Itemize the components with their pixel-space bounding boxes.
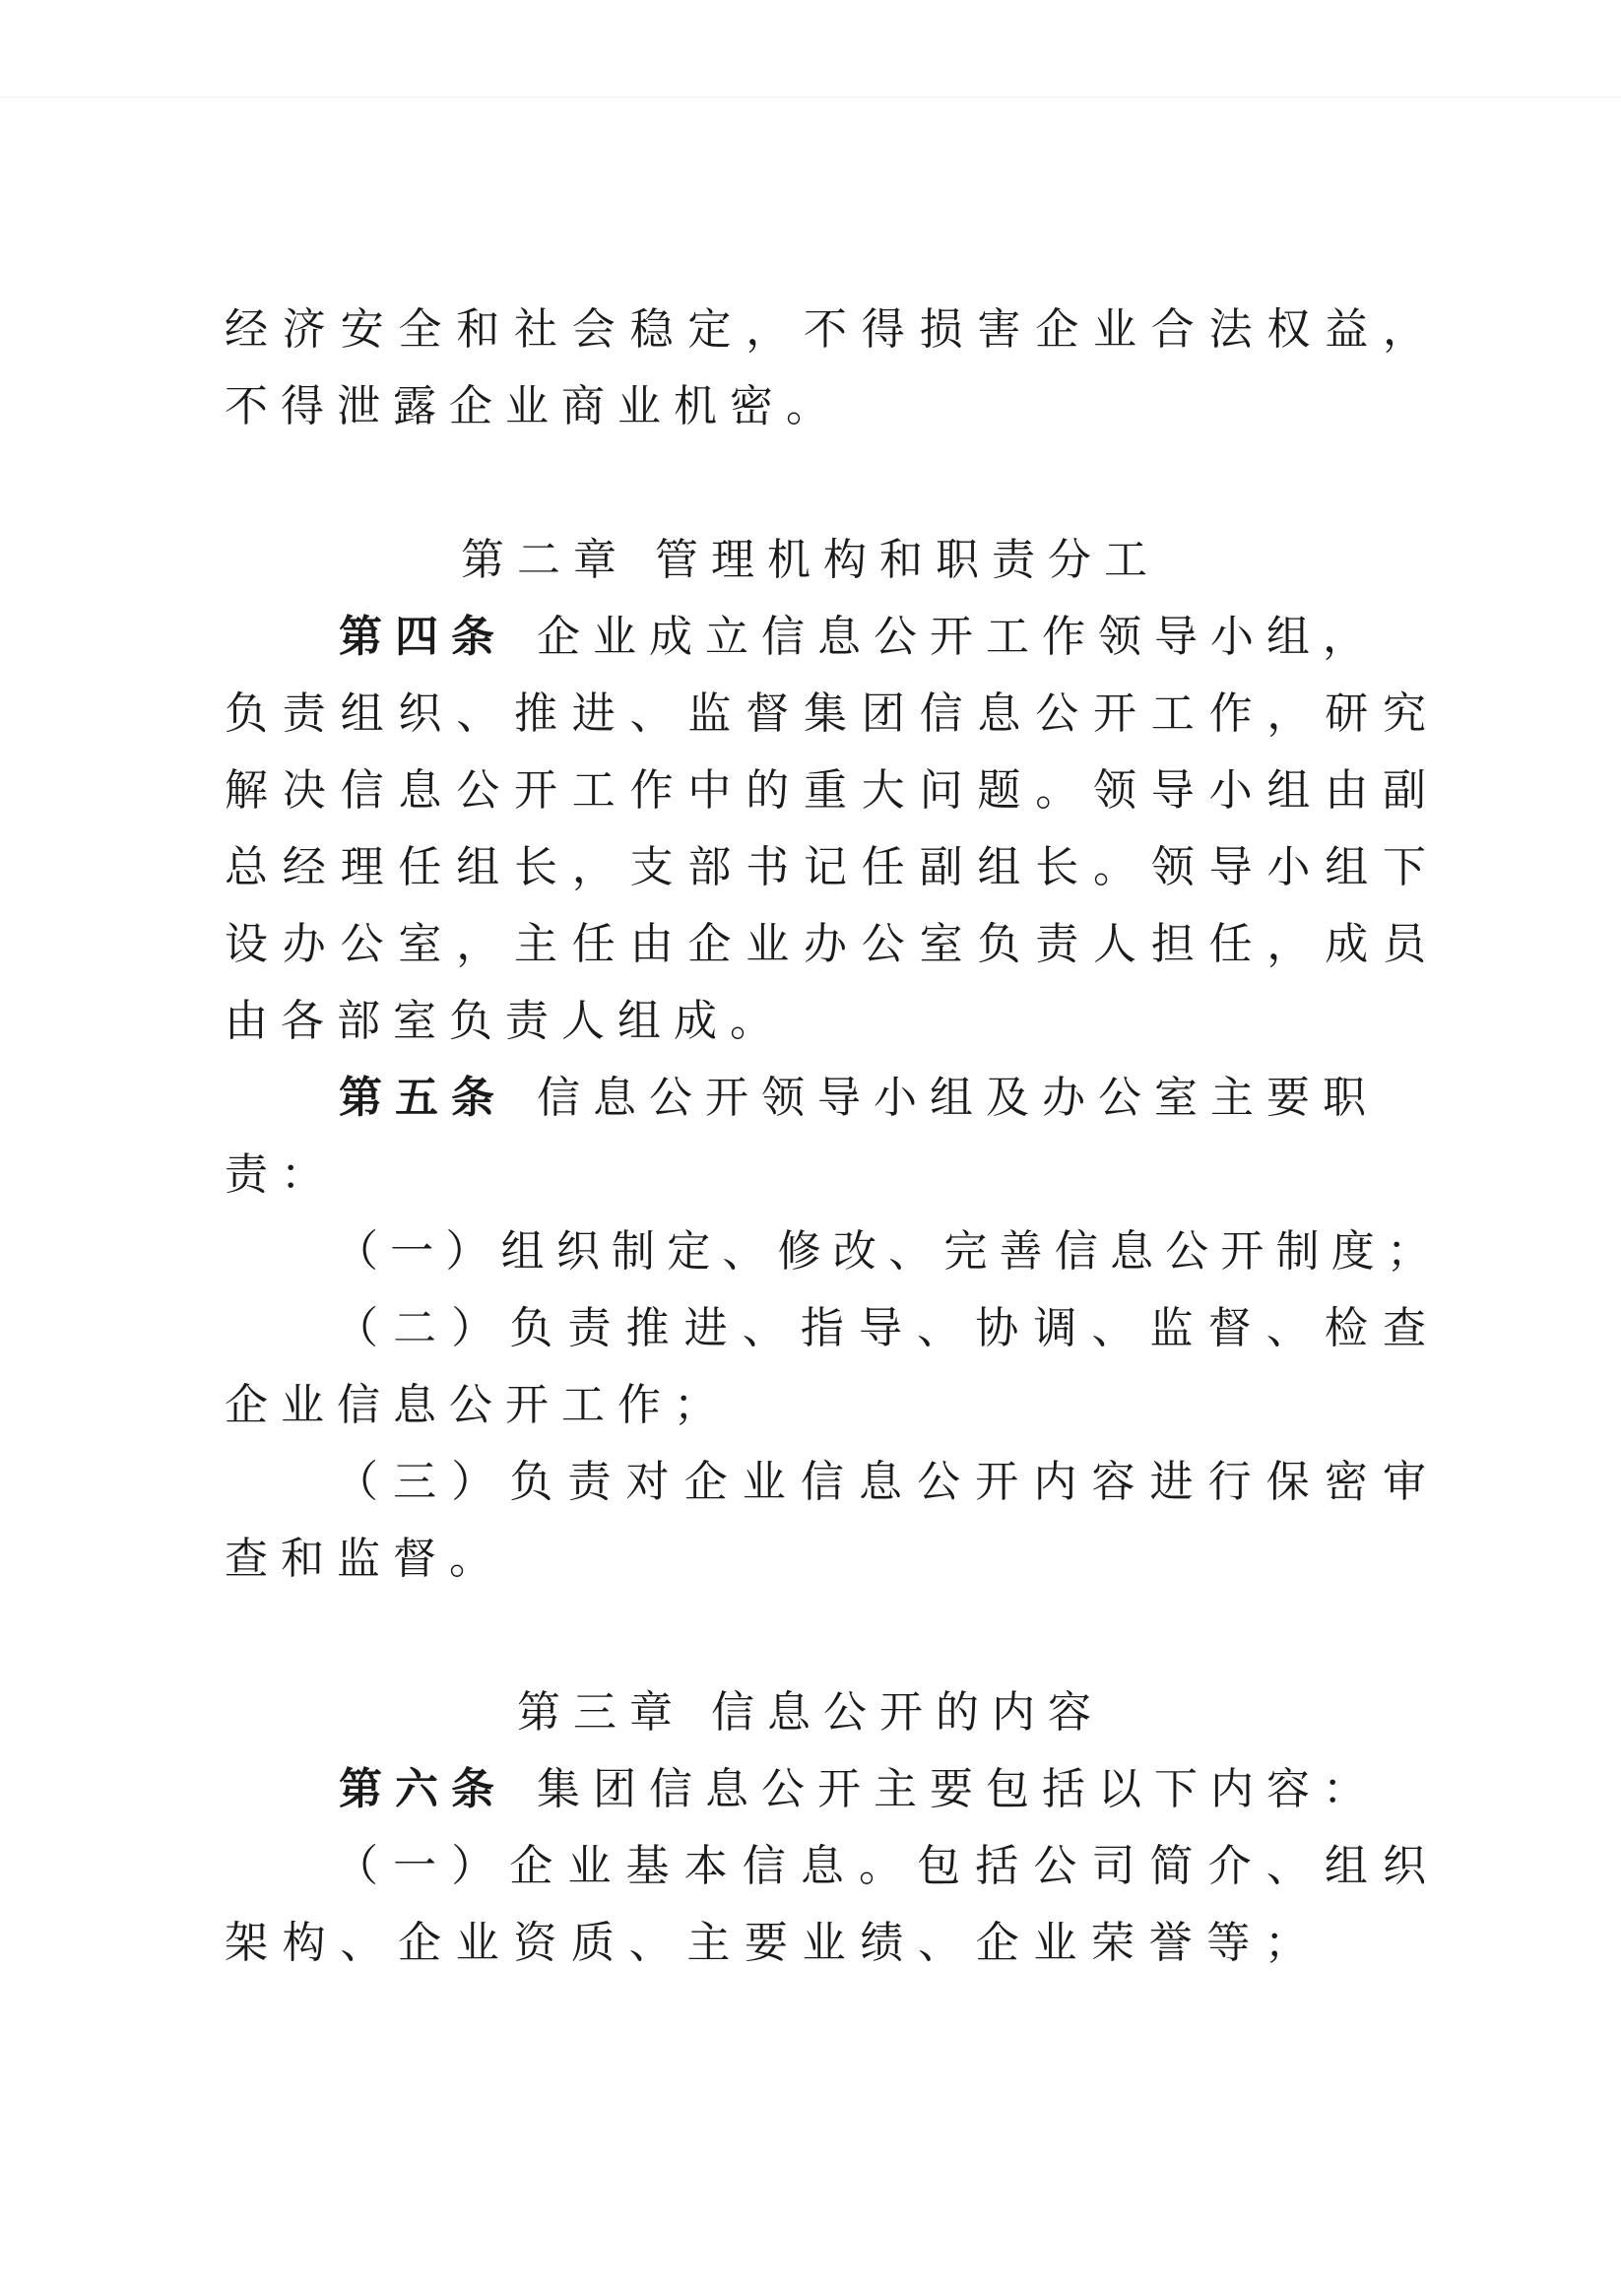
paragraph-line: 总经理任组长，支部书记任副组长。领导小组下 [225, 842, 1426, 892]
chapter-number: 第三章 [517, 1687, 685, 1738]
article-text: 信息公开领导小组及办公室主要职 [537, 1073, 1379, 1123]
paragraph-line: 经济安全和社会稳定，不得损害企业合法权益， [225, 304, 1426, 355]
chapter-title: 信息公开的内容 [711, 1687, 1104, 1738]
paragraph-line: 由各部室负责人组成。 [225, 996, 786, 1046]
article-label: 第五条 [339, 1073, 507, 1123]
paragraph-line: 查和监督。 [225, 1534, 505, 1584]
chapter-heading [0, 1674, 1621, 1751]
paragraph-line: 解决信息公开工作中的重大问题。领导小组由副 [225, 765, 1426, 816]
article-text: 集团信息公开主要包括以下内容： [537, 1764, 1379, 1814]
list-item-line: （二）负责推进、指导、协调、监督、检查 [335, 1303, 1426, 1353]
article-label: 第四条 [339, 612, 507, 662]
list-item-line: （三）负责对企业信息公开内容进行保密审 [335, 1457, 1426, 1507]
paragraph-line: 责： [225, 1149, 337, 1200]
list-item-line: （一）组织制定、修改、完善信息公开制度； [335, 1226, 1430, 1277]
paragraph-line: 架构、企业资质、主要业绩、企业荣誉等； [225, 1918, 1308, 1968]
paragraph-line: 不得泄露企业商业机密。 [225, 381, 842, 431]
paragraph-line: 设办公室，主任由企业办公室负责人担任，成员 [225, 919, 1426, 969]
article-first-line [339, 1060, 1426, 1137]
paragraph-line: 负责组织、推进、监督集团信息公开工作，研究 [225, 689, 1426, 739]
article-text: 企业成立信息公开工作领导小组， [537, 612, 1379, 662]
article-label: 第六条 [339, 1764, 507, 1814]
chapter-title: 管理机构和职责分工 [655, 535, 1160, 585]
chapter-heading [0, 522, 1621, 599]
article-first-line [339, 1751, 1426, 1828]
paragraph-line: 企业信息公开工作； [225, 1380, 730, 1430]
list-item-line: （一）企业基本信息。包括公司简介、组织 [335, 1841, 1426, 1891]
page-top-divider [0, 97, 1621, 98]
chapter-number: 第二章 [461, 535, 629, 585]
article-first-line [339, 599, 1426, 676]
